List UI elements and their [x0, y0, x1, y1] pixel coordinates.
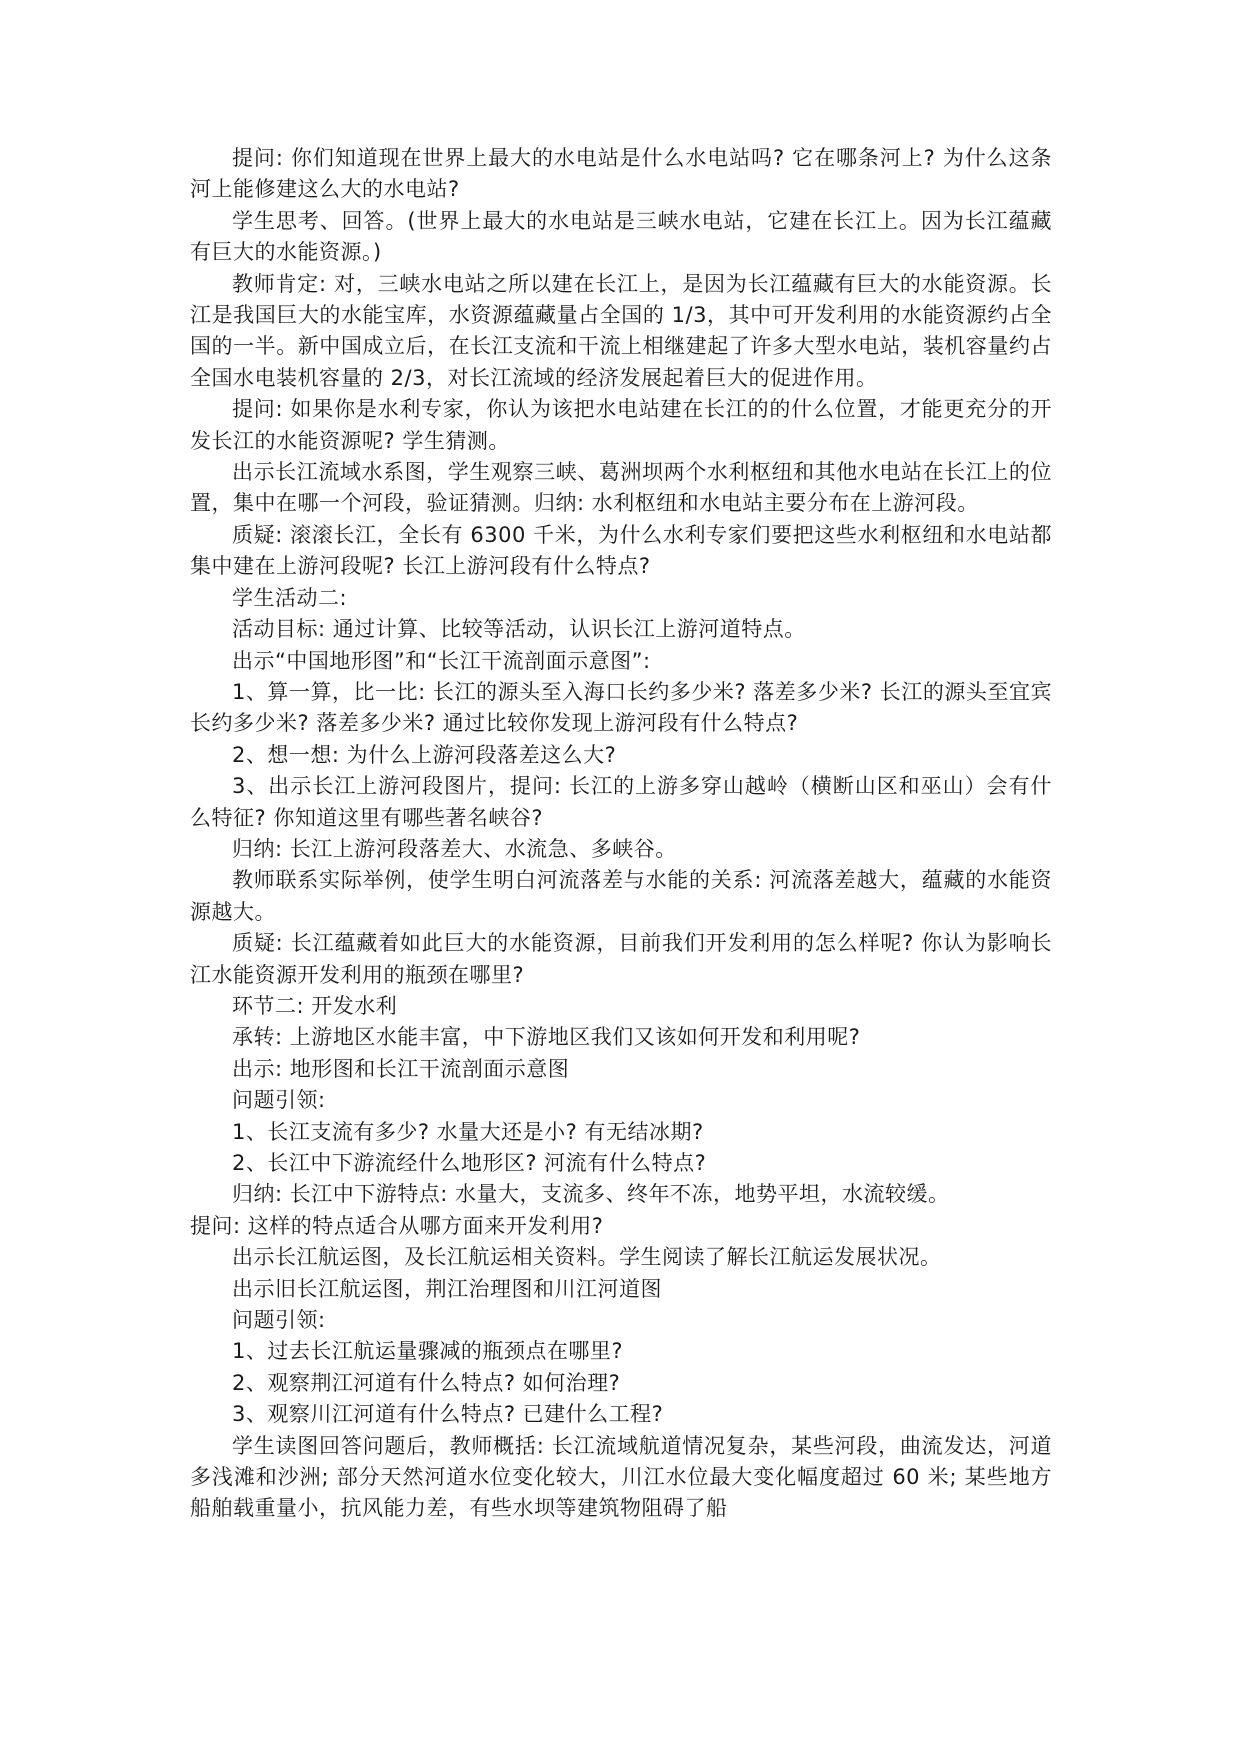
paragraph: 活动目标: 通过计算、比较等活动，认识长江上游河道特点。	[232, 617, 806, 642]
paragraph: 出示“中国地形图”和“长江干流剖面示意图”:	[232, 648, 651, 673]
paragraph: 2、想一想: 为什么上游河段落差这么大?	[232, 742, 617, 767]
paragraph: 出示: 地形图和长江干流剖面示意图	[232, 1056, 570, 1081]
paragraph: 归纳: 长江中下游特点: 水量大，支流多、终年不冻，地势平坦，水流较缓。	[232, 1182, 950, 1207]
paragraph: 环节二: 开发水利	[232, 993, 398, 1018]
paragraph: 1、长江支流有多少? 水量大还是小? 有无结冰期?	[232, 1119, 704, 1144]
paragraph: 2、长江中下游流经什么地形区? 河流有什么特点?	[232, 1151, 707, 1175]
paragraph: 教师肯定: 对，三峡水电站之所以建在长江上，是因为长江蕴藏有巨大的水能资源。长江是我国巨大的水能宝库，水资源蕴藏量占全国的 1/3，其中可开发利用的水能资源约占全国的一半。新中国成立后，在长江支流和干流上相继建起了许多大型水电站，装机容量约占全国水电装机容量的 2/3，对长江流域的经济发展起着巨大的促进作用。	[190, 271, 1052, 390]
paragraph: 1、过去长江航运量骤减的瓶颈点在哪里?	[232, 1339, 624, 1364]
paragraph: 学生活动二:	[232, 585, 348, 610]
paragraph: 提问: 你们知道现在世界上最大的水电站是什么水电站吗? 它在哪条河上? 为什么这条河上能修建这么大的水电站?	[190, 146, 1052, 202]
paragraph: 学生思考、回答。(世界上最大的水电站是三峡水电站，它建在长江上。因为长江蕴藏有巨大的水能资源。)	[190, 208, 1052, 265]
paragraph: 2、观察荆江河道有什么特点? 如何治理?	[232, 1370, 621, 1395]
paragraph: 学生读图回答问题后，教师概括: 长江流域航道情况复杂，某些河段，曲流发达，河道多浅滩和沙洲; 部分天然河道水位变化较大，川江水位最大变化幅度超过 60 米; 某些地方船舶载重量小，抗风能力差，有些水坝等建筑物阻碍了船	[190, 1433, 1052, 1521]
paragraph: 质疑: 滚滚长江，全长有 6300 千米，为什么水利专家们要把这些水利枢纽和水电站都集中建在上游河段呢? 长江上游河段有什么特点?	[190, 522, 1052, 579]
paragraph: 承转: 上游地区水能丰富，中下游地区我们又该如何开发和利用呢?	[232, 1025, 861, 1050]
paragraph: 出示长江航运图，及长江航运相关资料。学生阅读了解长江航运发展状况。	[232, 1245, 942, 1270]
paragraph: 1、算一算，比一比: 长江的源头至入海口长约多少米? 落差多少米? 长江的源头至宜宾长约多少米? 落差多少米? 通过比较你发现上游河段有什么特点?	[190, 679, 1052, 736]
paragraph: 问题引领:	[232, 1088, 326, 1113]
paragraph: 提问: 这样的特点适合从哪方面来开发利用?	[190, 1213, 604, 1238]
paragraph: 提问: 如果你是水利专家，你认为该把水电站建在长江的的什么位置，才能更充分的开发长江的水能资源呢? 学生猜测。	[190, 397, 1052, 453]
paragraph: 3、观察川江河道有什么特点? 已建什么工程?	[232, 1402, 664, 1427]
paragraph: 归纳: 长江上游河段落差大、水流急、多峡谷。	[232, 836, 677, 861]
paragraph: 教师联系实际举例，使学生明白河流落差与水能的关系: 河流落差越大，蕴藏的水能资源越大。	[190, 868, 1052, 924]
paragraph: 问题引领:	[232, 1308, 326, 1333]
paragraph: 质疑: 长江蕴藏着如此巨大的水能资源，目前我们开发利用的怎么样呢? 你认为影响长江水能资源开发利用的瓶颈在哪里?	[190, 931, 1052, 987]
document-page	[190, 143, 1052, 1525]
paragraph: 出示旧长江航运图，荆江治理图和川江河道图	[232, 1276, 662, 1301]
paragraph: 3、出示长江上游河段图片，提问: 长江的上游多穿山越岭（横断山区和巫山）会有什么特征? 你知道这里有哪些著名峡谷?	[190, 774, 1052, 830]
paragraph: 出示长江流域水系图，学生观察三峡、葛洲坝两个水利枢纽和其他水电站在长江上的位置，集中在哪一个河段，验证猜测。归纳: 水利枢纽和水电站主要分布在上游河段。	[190, 460, 1052, 516]
